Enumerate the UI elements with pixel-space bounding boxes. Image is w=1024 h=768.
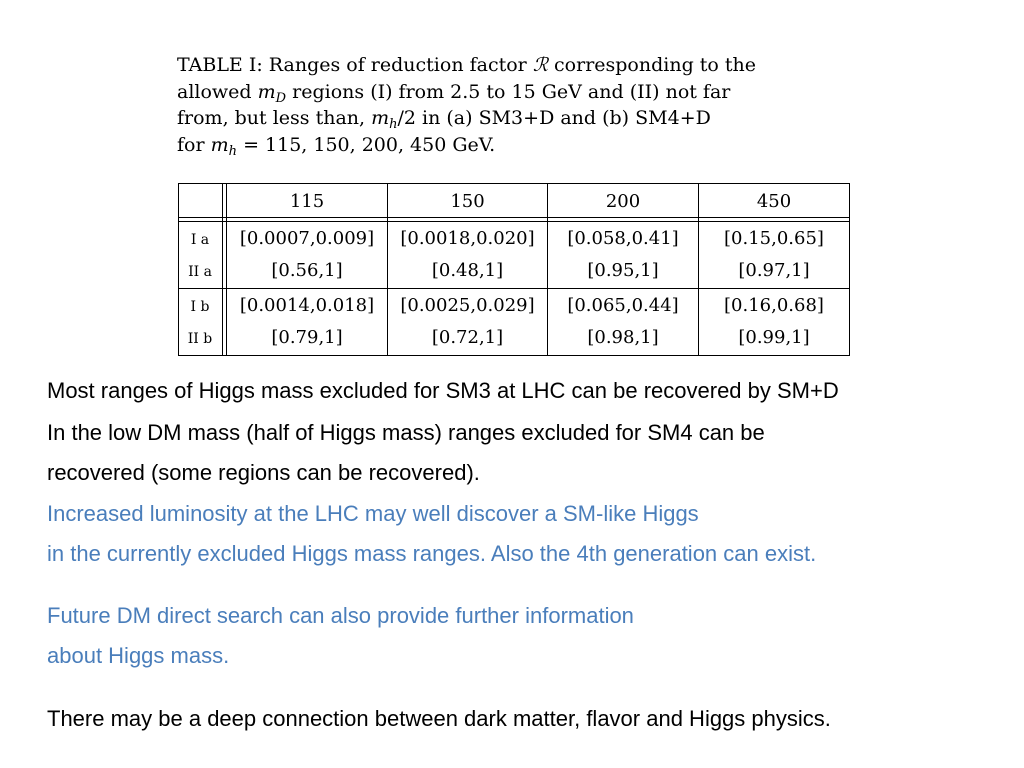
paragraph-sm3-recovery <box>47 371 1007 411</box>
table-cell: [0.058,0.41] <box>567 228 679 249</box>
row-label: II b <box>187 331 213 347</box>
table-header-rule <box>178 217 850 218</box>
caption-text: allowed <box>177 80 252 103</box>
column-header: 150 <box>450 191 485 212</box>
caption-line-3 <box>177 105 867 132</box>
column-header: 115 <box>289 191 325 212</box>
paragraph-dm-direct-search <box>47 596 1007 676</box>
text-line: about Higgs mass. <box>47 643 230 668</box>
math-symbol: m <box>257 80 276 103</box>
table-header-rule <box>178 221 850 222</box>
table-cell: [0.99,1] <box>738 327 810 348</box>
text-line: There may be a deep connection between dark matter, flavor and Higgs physics. <box>47 706 831 731</box>
paragraph-conclusion <box>47 699 1007 739</box>
paragraph-sm4-recovery <box>47 413 1007 493</box>
caption-line-2 <box>177 79 867 106</box>
table-cell: [0.56,1] <box>271 260 343 281</box>
table-caption <box>177 52 867 158</box>
caption-text: regions (I) from 2.5 to 15 GeV and (II) not far <box>292 80 731 103</box>
table-cell: [0.79,1] <box>271 327 343 348</box>
table-cell: [0.15,0.65] <box>724 228 824 249</box>
caption-text: TABLE I: Ranges of reduction factor <box>177 54 527 76</box>
row-label: I b <box>190 299 210 315</box>
caption-line-1 <box>177 52 867 79</box>
caption-text: corresponding to the <box>554 54 757 76</box>
text-line: Most ranges of Higgs mass excluded for SM3 at LHC can be recovered by SM+D <box>47 378 839 403</box>
text-line: Future DM direct search can also provide further information <box>47 603 634 628</box>
text-line: Increased luminosity at the LHC may well discover a SM-like Higgs <box>47 501 699 526</box>
caption-text: /2 in (a) SM3+D and (b) SM4+D <box>397 107 711 129</box>
table-cell: [0.0007,0.009] <box>239 228 375 249</box>
table-cell: [0.72,1] <box>431 327 504 348</box>
table-cell: [0.0018,0.020] <box>400 228 535 249</box>
column-header: 200 <box>605 191 641 212</box>
table-cell: [0.97,1] <box>738 260 810 281</box>
table-cell: [0.0014,0.018] <box>239 295 375 316</box>
table-cell: [0.16,0.68] <box>724 295 824 316</box>
table-cell: [0.95,1] <box>587 260 659 281</box>
row-label: II a <box>188 264 212 280</box>
math-subscript: h <box>228 143 238 159</box>
table-cell: [0.065,0.44] <box>567 295 679 316</box>
math-symbol: m <box>210 133 229 156</box>
math-subscript: h <box>389 117 398 132</box>
table-cell: [0.0025,0.029] <box>400 295 535 316</box>
row-label: I a <box>190 232 210 248</box>
caption-text: for <box>177 133 205 156</box>
text-line: In the low DM mass (half of Higgs mass) ranges excluded for SM4 can be <box>47 420 765 445</box>
text-line: in the currently excluded Higgs mass ranges. Also the 4th generation can exist. <box>47 541 817 566</box>
table-label-rule <box>222 183 223 356</box>
math-symbol: m <box>371 107 390 129</box>
table-group-rule <box>178 288 850 289</box>
table-border-right <box>849 183 850 356</box>
text-line: recovered (some regions can be recovered). <box>47 460 480 485</box>
table-border-top <box>178 183 850 184</box>
table-border-bottom <box>178 355 850 356</box>
caption-text: = 115, 150, 200, 450 GeV. <box>243 133 496 156</box>
paragraph-lhc-luminosity <box>47 494 1007 574</box>
reduction-factor-symbol: ℛ <box>532 54 548 76</box>
table-cell: [0.48,1] <box>431 260 504 281</box>
caption-line-4 <box>177 132 867 159</box>
table-cell: [0.98,1] <box>587 327 659 348</box>
math-subscript: D <box>275 90 287 106</box>
caption-text: from, but less than, <box>177 107 366 129</box>
column-header: 450 <box>756 191 792 212</box>
